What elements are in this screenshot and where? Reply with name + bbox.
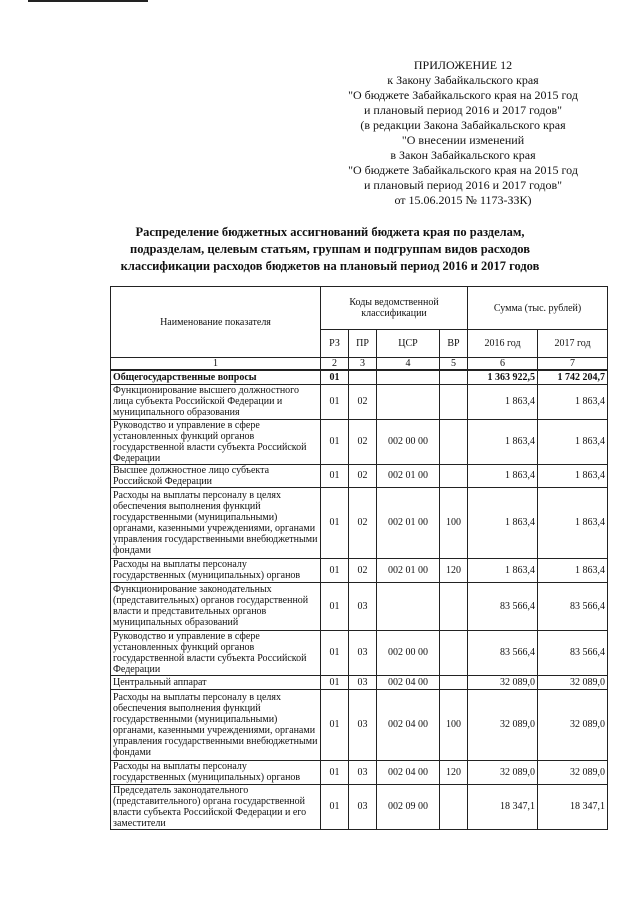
column-number: 3: [349, 358, 377, 371]
row-amount-2017: 83 566,4: [538, 582, 608, 630]
row-amount-2016: 1 363 922,5: [468, 370, 538, 384]
row-csr: 002 01 00: [377, 464, 440, 487]
row-rz: 01: [321, 760, 349, 784]
table-row-section: [111, 370, 608, 384]
row-amount-2016: 32 089,0: [468, 689, 538, 760]
row-name: Функционирование законодательных (представительных) органов государственной власти и представительных органов муниципальных образований: [111, 582, 321, 630]
row-amount-2017: 1 863,4: [538, 464, 608, 487]
row-name: Высшее должностное лицо субъекта Российской Федерации: [111, 464, 321, 487]
row-csr: 002 00 00: [377, 630, 440, 675]
row-vr: 120: [440, 760, 468, 784]
row-pr: 03: [349, 784, 377, 829]
row-vr: [440, 384, 468, 419]
row-amount-2017: 32 089,0: [538, 689, 608, 760]
header-2017: 2017 год: [538, 330, 608, 358]
row-amount-2016: 83 566,4: [468, 582, 538, 630]
table-row: [111, 582, 608, 630]
table-row: [111, 784, 608, 829]
header-csr: ЦСР: [377, 330, 440, 358]
row-amount-2016: 1 863,4: [468, 384, 538, 419]
row-pr: 03: [349, 630, 377, 675]
row-vr: 120: [440, 558, 468, 582]
row-amount-2017: 32 089,0: [538, 675, 608, 689]
row-vr: [440, 419, 468, 464]
row-csr: 002 01 00: [377, 487, 440, 558]
appendix-line: ПРИЛОЖЕНИЕ 12: [413, 58, 513, 72]
row-name: Расходы на выплаты персоналу в целях обеспечения выполнения функций государственными (муниципальными) органами, казенными учреждениями, органами управления государственными внебюджетными фондами: [111, 487, 321, 558]
row-pr: [349, 370, 377, 384]
row-amount-2017: 83 566,4: [538, 630, 608, 675]
row-pr: 03: [349, 582, 377, 630]
row-vr: 100: [440, 487, 468, 558]
header-sum: Сумма (тыс. рублей): [468, 287, 608, 330]
row-amount-2017: 1 863,4: [538, 558, 608, 582]
row-vr: [440, 675, 468, 689]
header-pr: ПР: [349, 330, 377, 358]
table-row: [111, 630, 608, 675]
appendix-line: "О внесении изменений: [401, 133, 525, 147]
row-amount-2016: 32 089,0: [468, 760, 538, 784]
column-number: 5: [440, 358, 468, 371]
row-name: Руководство и управление в сфере установленных функций органов государственной власти субъекта Российской Федерации: [111, 630, 321, 675]
table-row: [111, 558, 608, 582]
row-pr: 02: [349, 384, 377, 419]
row-rz: 01: [321, 689, 349, 760]
row-name: Расходы на выплаты персоналу государственных (муниципальных) органов: [111, 558, 321, 582]
row-name: Центральный аппарат: [111, 675, 321, 689]
row-amount-2016: 1 863,4: [468, 464, 538, 487]
row-vr: 100: [440, 689, 468, 760]
row-name: Расходы на выплаты персоналу в целях обеспечения выполнения функций государственными (муниципальными) органами, казенными учреждениями, органами управления государственными внебюджетными фондами: [111, 689, 321, 760]
row-csr: 002 01 00: [377, 558, 440, 582]
appendix-line: и плановый период 2016 и 2017 годов": [363, 103, 563, 117]
row-pr: 03: [349, 689, 377, 760]
appendix-line: от 15.06.2015 № 1173-ЗЗК): [394, 193, 532, 207]
row-rz: 01: [321, 419, 349, 464]
row-vr: [440, 464, 468, 487]
row-rz: 01: [321, 784, 349, 829]
row-csr: [377, 582, 440, 630]
row-vr: [440, 630, 468, 675]
row-amount-2017: 1 742 204,7: [538, 370, 608, 384]
row-pr: 02: [349, 419, 377, 464]
row-name: Расходы на выплаты персоналу государственных (муниципальных) органов: [111, 760, 321, 784]
header-rz: РЗ: [321, 330, 349, 358]
row-vr: [440, 370, 468, 384]
row-amount-2017: 32 089,0: [538, 760, 608, 784]
column-number: 1: [111, 358, 321, 371]
row-rz: 01: [321, 675, 349, 689]
row-amount-2016: 1 863,4: [468, 487, 538, 558]
table-row: [111, 760, 608, 784]
row-pr: 02: [349, 464, 377, 487]
budget-table: [110, 286, 608, 830]
row-name: Функционирование высшего должностного лица субъекта Российской Федерации и муниципального образования: [111, 384, 321, 419]
title-line: классификации расходов бюджетов на плановый период 2016 и 2017 годов: [120, 259, 540, 273]
row-name: Председатель законодательного (представительного) органа государственной власти субъекта Российской Федерации и его заместители: [111, 784, 321, 829]
table-row: [111, 384, 608, 419]
row-csr: 002 04 00: [377, 675, 440, 689]
row-amount-2016: 83 566,4: [468, 630, 538, 675]
appendix-line: (в редакции Закона Забайкальского края: [360, 118, 566, 132]
row-pr: 02: [349, 487, 377, 558]
row-amount-2016: 1 863,4: [468, 558, 538, 582]
row-csr: [377, 384, 440, 419]
row-amount-2016: 1 863,4: [468, 419, 538, 464]
row-rz: 01: [321, 582, 349, 630]
appendix-line: в Закон Забайкальского края: [390, 148, 536, 162]
row-rz: 01: [321, 384, 349, 419]
row-pr: 02: [349, 558, 377, 582]
appendix-line: "О бюджете Забайкальского края на 2015 год: [348, 163, 578, 177]
row-rz: 01: [321, 464, 349, 487]
appendix-header: [318, 58, 608, 208]
header-vr: ВР: [440, 330, 468, 358]
row-rz: 01: [321, 487, 349, 558]
row-amount-2017: 1 863,4: [538, 384, 608, 419]
column-number: 6: [468, 358, 538, 371]
top-rule: [28, 0, 148, 2]
row-csr: 002 00 00: [377, 419, 440, 464]
row-csr: 002 04 00: [377, 689, 440, 760]
row-rz: 01: [321, 558, 349, 582]
row-csr: 002 04 00: [377, 760, 440, 784]
column-number: 4: [377, 358, 440, 371]
column-number-row: [111, 358, 608, 371]
row-amount-2017: 18 347,1: [538, 784, 608, 829]
document-title: [100, 224, 560, 275]
header-name: Наименование показателя: [111, 287, 321, 358]
row-pr: 03: [349, 675, 377, 689]
table-row: [111, 487, 608, 558]
appendix-line: к Закону Забайкальского края: [387, 73, 539, 87]
row-vr: [440, 784, 468, 829]
title-line: подразделам, целевым статьям, группам и подгруппам видов расходов: [130, 242, 530, 256]
title-line: Распределение бюджетных ассигнований бюджета края по разделам,: [135, 225, 525, 239]
table-row: [111, 464, 608, 487]
appendix-line: и плановый период 2016 и 2017 годов": [363, 178, 563, 192]
table-row: [111, 675, 608, 689]
row-csr: 002 09 00: [377, 784, 440, 829]
header-row: [111, 287, 608, 330]
header-2016: 2016 год: [468, 330, 538, 358]
row-vr: [440, 582, 468, 630]
row-amount-2016: 18 347,1: [468, 784, 538, 829]
table-row: [111, 689, 608, 760]
row-csr: [377, 370, 440, 384]
table-row: [111, 419, 608, 464]
column-number: 7: [538, 358, 608, 371]
appendix-line: "О бюджете Забайкальского края на 2015 год: [348, 88, 578, 102]
row-rz: 01: [321, 370, 349, 384]
row-amount-2017: 1 863,4: [538, 419, 608, 464]
header-codes: Коды ведомственной классификации: [321, 287, 468, 330]
row-rz: 01: [321, 630, 349, 675]
row-amount-2016: 32 089,0: [468, 675, 538, 689]
column-number: 2: [321, 358, 349, 371]
row-name: Руководство и управление в сфере установленных функций органов государственной власти субъекта Российской Федерации: [111, 419, 321, 464]
row-amount-2017: 1 863,4: [538, 487, 608, 558]
row-name: Общегосударственные вопросы: [111, 370, 321, 384]
row-pr: 03: [349, 760, 377, 784]
